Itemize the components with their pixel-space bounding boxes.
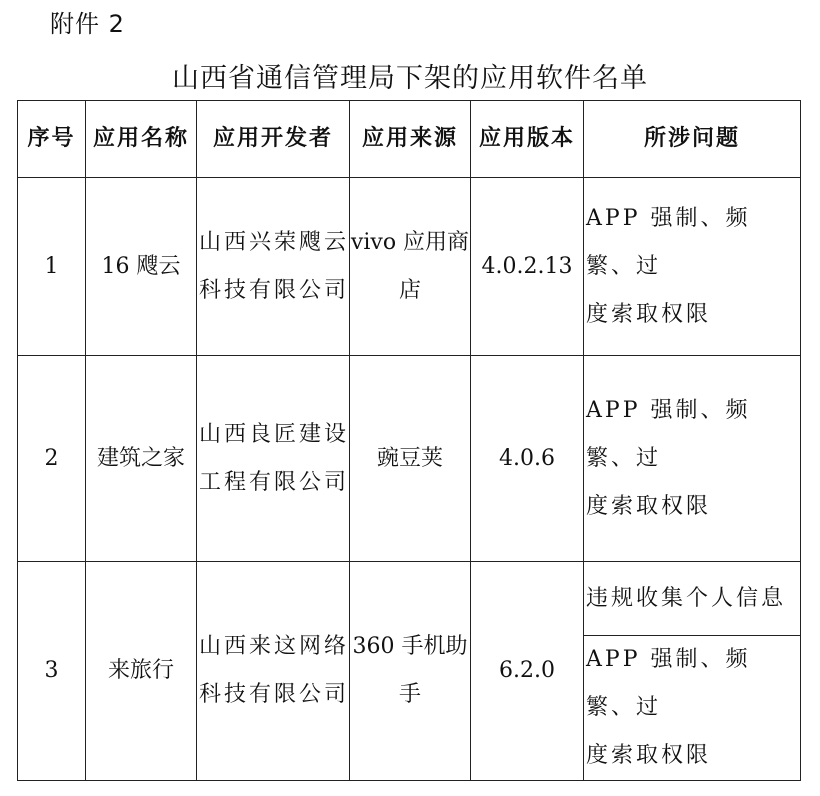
header-developer: 应用开发者	[197, 101, 350, 178]
cell-source	[350, 562, 471, 781]
cell-developer	[197, 562, 350, 781]
cell-app-name: 来旅行	[86, 562, 197, 781]
table-row	[18, 178, 801, 356]
cell-version: 6.2.0	[471, 562, 584, 781]
cell-source	[350, 178, 471, 356]
cell-index: 1	[18, 178, 86, 356]
source-line-2: 店	[398, 277, 421, 303]
developer-line-1: 山西兴荣飕云	[199, 229, 350, 255]
source-line-1: vivo 应用商	[350, 229, 470, 255]
table-row	[18, 356, 801, 562]
document-title: 山西省通信管理局下架的应用软件名单	[172, 63, 648, 94]
developer-line-1: 山西良匠建设	[199, 421, 350, 447]
developer-line-2: 科技有限公司	[199, 682, 350, 707]
cell-issue	[584, 356, 801, 562]
header-index: 序号	[18, 101, 86, 178]
cell-index: 3	[18, 562, 86, 781]
source-line-2: 手	[398, 682, 421, 707]
cell-source: 豌豆荚	[350, 356, 471, 562]
cell-app-name: 16 飕云	[86, 178, 197, 356]
developer-line-2: 工程有限公司	[199, 469, 350, 495]
developer-line-2: 科技有限公司	[199, 277, 350, 303]
table-header-row	[18, 101, 801, 178]
issue-line-2: 度索取权限	[586, 301, 712, 327]
attachment-label: 附件 2	[50, 10, 125, 38]
cell-issue	[584, 636, 801, 781]
header-app-name: 应用名称	[86, 101, 197, 178]
header-issue: 所涉问题	[584, 101, 801, 178]
issue-line-1: APP 强制、频繁、过	[586, 205, 751, 279]
cell-app-name: 建筑之家	[86, 356, 197, 562]
issue-line-1: APP 强制、频繁、过	[586, 647, 751, 720]
cell-developer	[197, 356, 350, 562]
cell-issue	[584, 178, 801, 356]
cell-version: 4.0.6	[471, 356, 584, 562]
cell-developer	[197, 178, 350, 356]
issue-line-1: APP 强制、频繁、过	[586, 397, 751, 471]
issue-line-2: 度索取权限	[586, 743, 712, 768]
cell-issue: 违规收集个人信息	[584, 562, 801, 636]
issue-line-2: 度索取权限	[586, 493, 712, 519]
app-removal-table	[17, 100, 801, 781]
header-version: 应用版本	[471, 101, 584, 178]
cell-version: 4.0.2.13	[471, 178, 584, 356]
source-line-1: 360 手机助	[352, 634, 468, 659]
developer-line-1: 山西来这网络	[199, 634, 350, 659]
cell-index: 2	[18, 356, 86, 562]
header-source: 应用来源	[350, 101, 471, 178]
table-row	[18, 562, 801, 636]
